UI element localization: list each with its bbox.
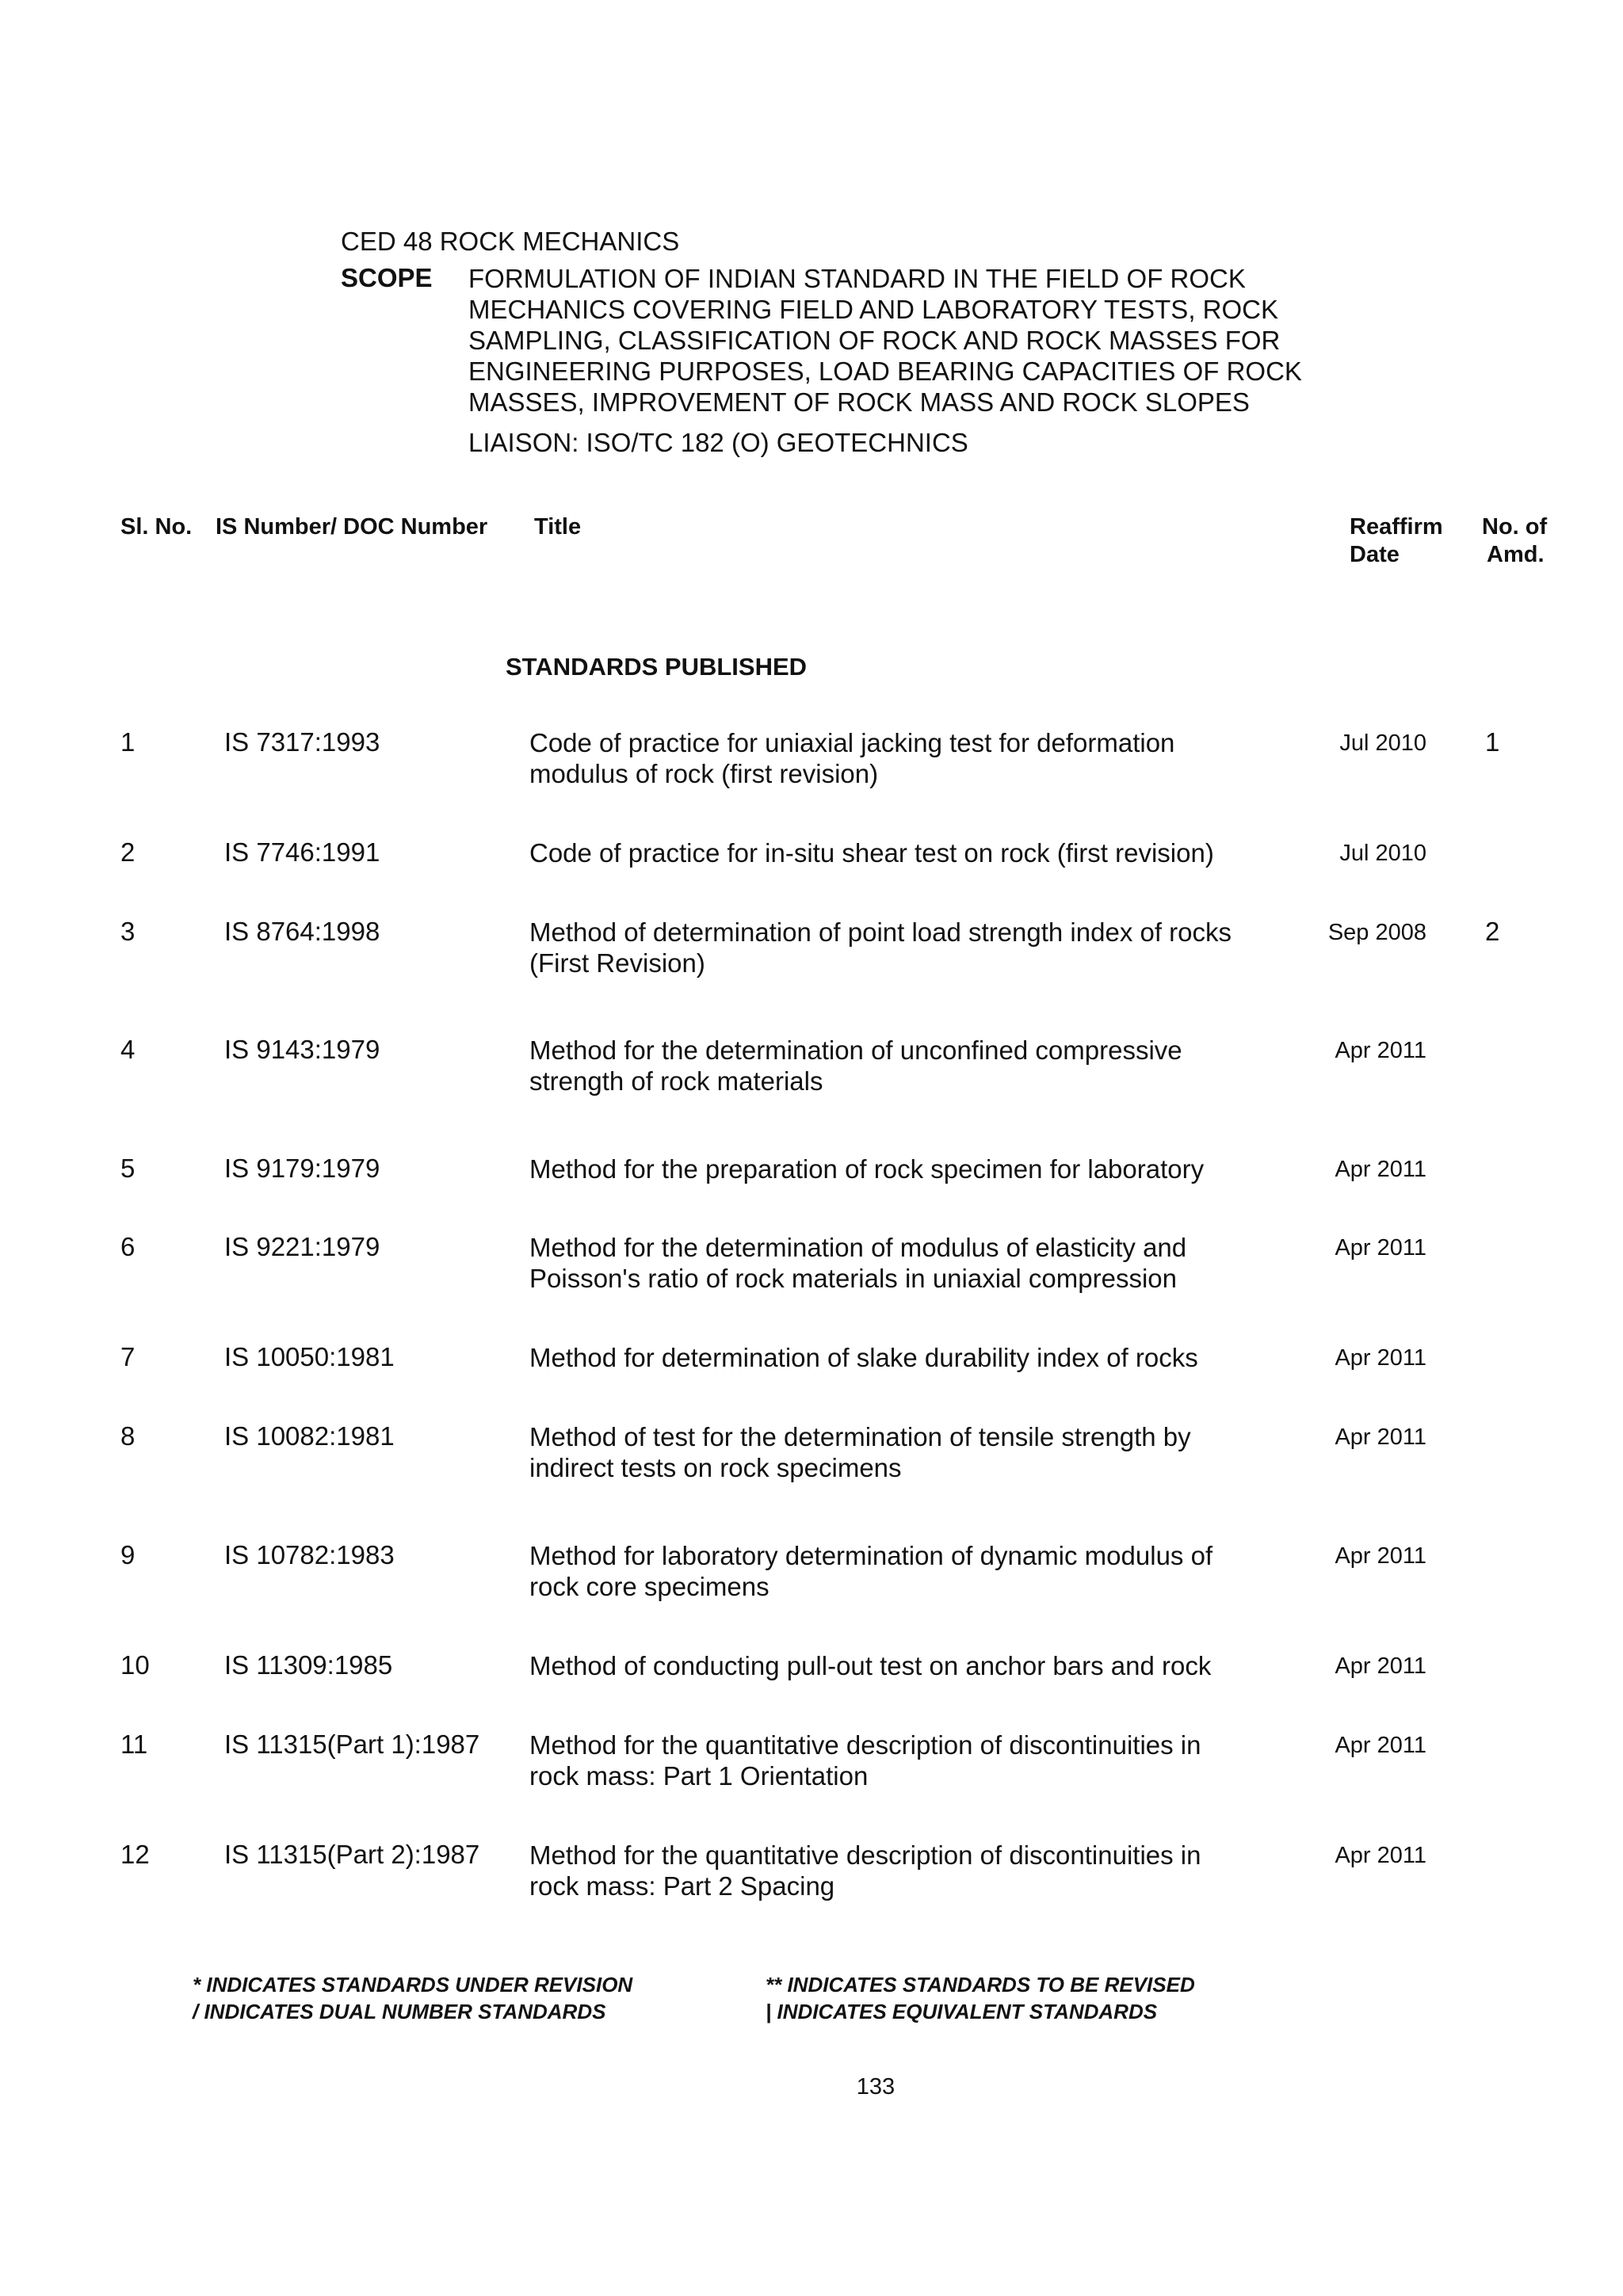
column-header-no-of-amd bbox=[1482, 513, 1547, 569]
row-sl-no: 2 bbox=[120, 837, 136, 867]
row-reaffirm-date: Apr 2011 bbox=[1335, 1843, 1426, 1868]
row-title-line: rock mass: Part 2 Spacing bbox=[529, 1871, 835, 1901]
row-title-line: modulus of rock (first revision) bbox=[529, 759, 879, 788]
legend-equivalent: | INDICATES EQUIVALENT STANDARDS bbox=[766, 2000, 1158, 2023]
row-title bbox=[529, 1035, 1322, 1097]
row-sl-no: 6 bbox=[120, 1232, 136, 1261]
row-is-number: IS 9221:1979 bbox=[224, 1232, 380, 1261]
row-is-number: IS 11315(Part 1):1987 bbox=[224, 1730, 480, 1759]
liaison-text: LIAISON: ISO/TC 182 (O) GEOTECHNICS bbox=[468, 428, 968, 457]
row-title bbox=[529, 917, 1322, 978]
row-title bbox=[529, 727, 1322, 789]
row-is-number: IS 11315(Part 2):1987 bbox=[224, 1840, 480, 1869]
table-row bbox=[0, 1540, 1623, 1601]
row-title bbox=[529, 1154, 1322, 1184]
row-title-line: Method for determination of slake durability index of rocks bbox=[529, 1343, 1198, 1372]
table-row bbox=[0, 1421, 1623, 1482]
row-sl-no: 7 bbox=[120, 1342, 136, 1371]
row-sl-no: 11 bbox=[120, 1730, 148, 1759]
table-row bbox=[0, 837, 1623, 885]
row-sl-no: 5 bbox=[120, 1154, 136, 1183]
row-title-line: Method for laboratory determination of dynamic modulus of bbox=[529, 1541, 1213, 1570]
row-is-number: IS 8764:1998 bbox=[224, 917, 380, 946]
page-number: 133 bbox=[856, 2074, 896, 2100]
row-title-line: indirect tests on rock specimens bbox=[529, 1453, 902, 1482]
row-is-number: IS 10050:1981 bbox=[224, 1342, 395, 1371]
row-reaffirm-date: Apr 2011 bbox=[1335, 1345, 1426, 1371]
row-title-line: (First Revision) bbox=[529, 948, 705, 978]
row-amd-count: 2 bbox=[1485, 917, 1500, 946]
row-title-line: rock mass: Part 1 Orientation bbox=[529, 1761, 869, 1791]
column-header-amd-line: Amd. bbox=[1487, 542, 1545, 567]
table-row bbox=[0, 1232, 1623, 1293]
table-row bbox=[0, 1730, 1623, 1791]
column-header-reaffirm-date bbox=[1350, 513, 1443, 569]
row-title-line: strength of rock materials bbox=[529, 1066, 823, 1096]
scope-line: MASSES, IMPROVEMENT OF ROCK MASS AND ROCK SLOPES bbox=[468, 387, 1250, 417]
row-is-number: IS 7317:1993 bbox=[224, 727, 380, 757]
row-title bbox=[529, 1421, 1322, 1483]
row-sl-no: 3 bbox=[120, 917, 136, 946]
section-title: STANDARDS PUBLISHED bbox=[506, 653, 808, 681]
row-title bbox=[529, 1232, 1322, 1294]
scope-text bbox=[468, 263, 1302, 418]
row-title-line: Method of conducting pull-out test on anchor bars and rock bbox=[529, 1651, 1212, 1680]
table-row bbox=[0, 1840, 1623, 1901]
scope-line: ENGINEERING PURPOSES, LOAD BEARING CAPACITIES OF ROCK bbox=[468, 357, 1302, 386]
scope-line: SAMPLING, CLASSIFICATION OF ROCK AND ROCK MASSES FOR bbox=[468, 326, 1281, 355]
row-title bbox=[529, 1540, 1322, 1602]
row-title-line: Method of determination of point load strength index of rocks bbox=[529, 917, 1232, 947]
row-is-number: IS 9143:1979 bbox=[224, 1035, 380, 1064]
table-row bbox=[0, 1154, 1623, 1201]
row-sl-no: 1 bbox=[120, 727, 136, 757]
row-sl-no: 4 bbox=[120, 1035, 136, 1064]
legend-to-be-revised: ** INDICATES STANDARDS TO BE REVISED bbox=[766, 1973, 1195, 1997]
table-row bbox=[0, 1342, 1623, 1390]
scope-line: FORMULATION OF INDIAN STANDARD IN THE FIELD OF ROCK bbox=[468, 264, 1246, 293]
row-reaffirm-date: Jul 2010 bbox=[1339, 730, 1426, 756]
scope-label: SCOPE bbox=[341, 263, 433, 292]
column-header-reaffirm-line: Reaffirm bbox=[1350, 514, 1443, 540]
row-sl-no: 12 bbox=[120, 1840, 150, 1869]
table-row bbox=[0, 1035, 1623, 1096]
row-reaffirm-date: Apr 2011 bbox=[1335, 1038, 1426, 1063]
row-title-line: Method for the quantitative description of discontinuities in bbox=[529, 1840, 1201, 1870]
row-title bbox=[529, 1342, 1322, 1373]
scope-line: MECHANICS COVERING FIELD AND LABORATORY TESTS, ROCK bbox=[468, 295, 1279, 324]
table-row bbox=[0, 727, 1623, 788]
row-reaffirm-date: Jul 2010 bbox=[1339, 841, 1426, 866]
column-header-date-line: Date bbox=[1350, 542, 1400, 567]
table-row bbox=[0, 917, 1623, 978]
column-header-no-of-line: No. of bbox=[1482, 514, 1548, 540]
row-reaffirm-date: Apr 2011 bbox=[1335, 1425, 1426, 1450]
row-reaffirm-date: Apr 2011 bbox=[1335, 1543, 1426, 1569]
row-is-number: IS 10782:1983 bbox=[224, 1540, 395, 1569]
row-is-number: IS 7746:1991 bbox=[224, 837, 380, 867]
legend-under-revision: * INDICATES STANDARDS UNDER REVISION bbox=[193, 1973, 633, 1997]
row-title-line: Method for the determination of modulus of elasticity and bbox=[529, 1233, 1187, 1262]
row-reaffirm-date: Apr 2011 bbox=[1335, 1733, 1426, 1758]
row-amd-count: 1 bbox=[1485, 727, 1500, 757]
row-reaffirm-date: Apr 2011 bbox=[1335, 1157, 1426, 1182]
table-row bbox=[0, 1650, 1623, 1698]
column-header-sl-no: Sl. No. bbox=[120, 514, 193, 540]
row-title-line: Method for the quantitative description of discontinuities in bbox=[529, 1730, 1201, 1760]
row-title bbox=[529, 1840, 1322, 1901]
row-reaffirm-date: Apr 2011 bbox=[1335, 1653, 1426, 1679]
row-is-number: IS 10082:1981 bbox=[224, 1421, 395, 1451]
row-title-line: rock core specimens bbox=[529, 1572, 769, 1601]
row-is-number: IS 9179:1979 bbox=[224, 1154, 380, 1183]
row-title bbox=[529, 837, 1322, 868]
row-reaffirm-date: Sep 2008 bbox=[1327, 920, 1426, 945]
row-sl-no: 9 bbox=[120, 1540, 136, 1569]
row-title-line: Method for the determination of unconfined compressive bbox=[529, 1035, 1182, 1065]
legend-left bbox=[193, 1971, 632, 2025]
row-reaffirm-date: Apr 2011 bbox=[1335, 1235, 1426, 1261]
row-sl-no: 10 bbox=[120, 1650, 150, 1680]
column-header-title: Title bbox=[534, 514, 582, 540]
committee-title: CED 48 ROCK MECHANICS bbox=[341, 227, 680, 256]
row-title-line: Method of test for the determination of tensile strength by bbox=[529, 1422, 1191, 1451]
row-is-number: IS 11309:1985 bbox=[224, 1650, 393, 1680]
row-title bbox=[529, 1650, 1322, 1681]
row-title-line: Code of practice for uniaxial jacking test for deformation bbox=[529, 728, 1175, 757]
row-title-line: Code of practice for in-situ shear test on rock (first revision) bbox=[529, 838, 1214, 868]
row-title bbox=[529, 1730, 1322, 1791]
legend-right bbox=[766, 1971, 1195, 2025]
row-title-line: Method for the preparation of rock specimen for laboratory bbox=[529, 1154, 1205, 1184]
legend-dual-number: / INDICATES DUAL NUMBER STANDARDS bbox=[193, 2000, 606, 2023]
row-sl-no: 8 bbox=[120, 1421, 136, 1451]
row-title-line: Poisson's ratio of rock materials in uniaxial compression bbox=[529, 1264, 1177, 1293]
column-header-is-number: IS Number/ DOC Number bbox=[216, 514, 488, 540]
